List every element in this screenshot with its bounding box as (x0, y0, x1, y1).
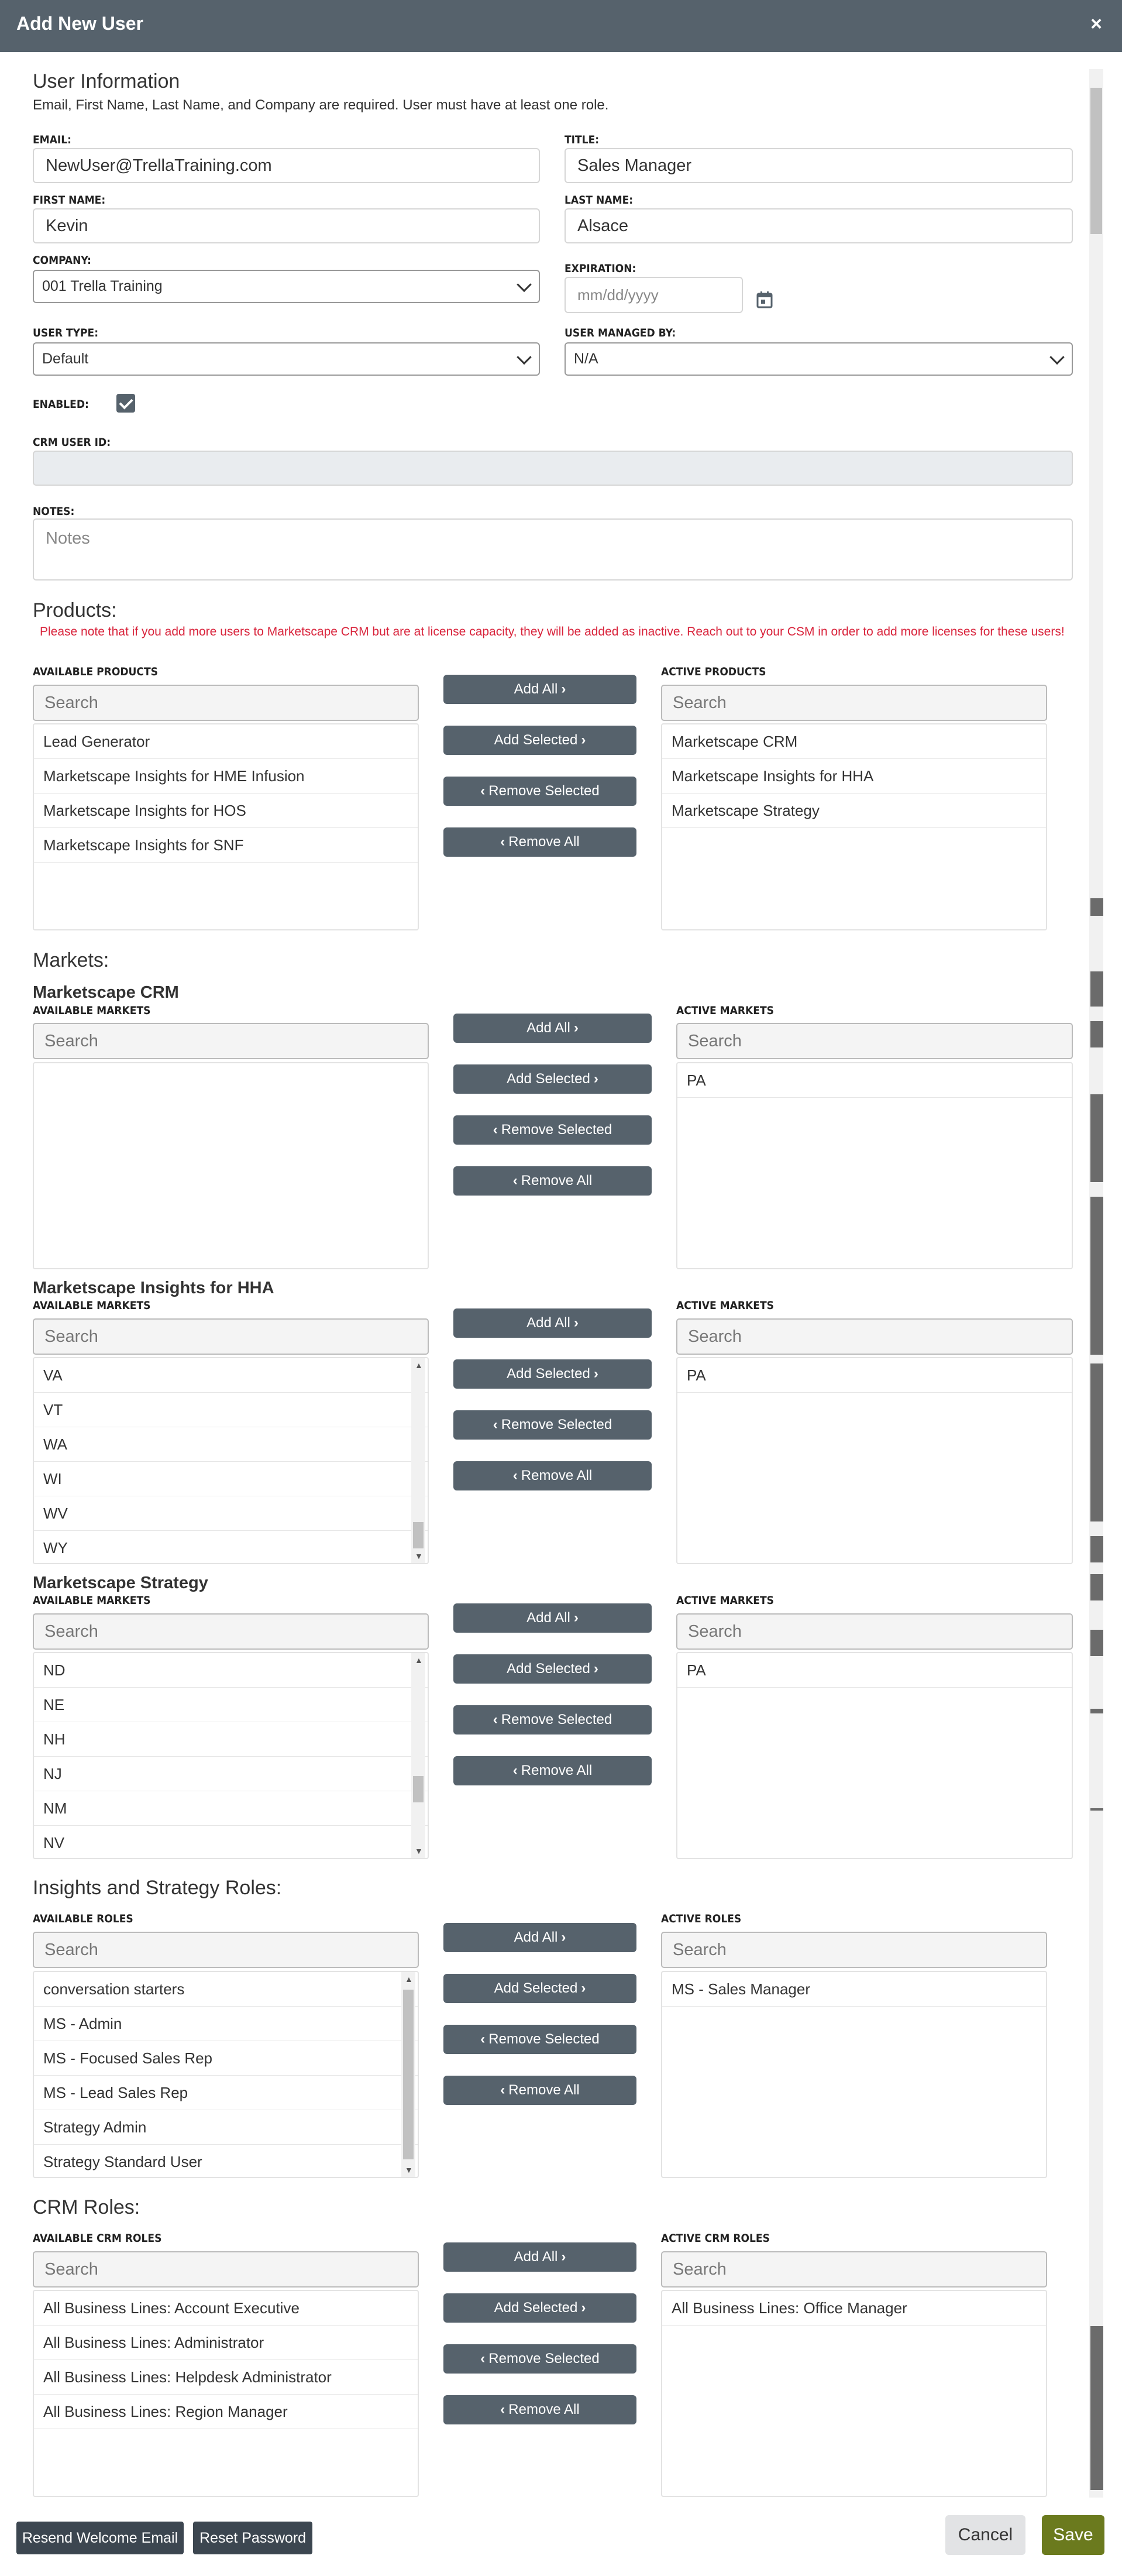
list-item[interactable]: WY (34, 1531, 428, 1564)
chevron-left-icon: ‹ (512, 1468, 518, 1483)
list-item[interactable]: VA (34, 1358, 428, 1393)
list-item[interactable]: MS - Sales Manager (662, 1972, 1046, 2007)
resend-welcome-email-button[interactable]: Resend Welcome Email (16, 2522, 184, 2554)
button-label: Remove Selected (488, 2031, 600, 2047)
page-scrollbar-thumb[interactable] (1090, 88, 1102, 234)
scroll-marker (1090, 898, 1103, 916)
chevron-right-icon: › (593, 1366, 598, 1382)
scroll-marker (1090, 1363, 1103, 1521)
list-item[interactable]: PA (677, 1358, 1072, 1393)
market-group-title: Marketscape Insights for HHA (33, 1279, 274, 1297)
add-all-button[interactable] (453, 1014, 652, 1043)
list-item[interactable]: Marketscape Insights for HME Infusion (34, 759, 418, 794)
list-item[interactable]: WA (34, 1427, 428, 1462)
chevron-right-icon: › (561, 2249, 566, 2265)
active-list[interactable] (676, 1652, 1073, 1859)
available-search-input[interactable]: Search (33, 1318, 429, 1355)
company-label: COMPANY: (33, 254, 91, 267)
remove-selected-button[interactable] (453, 1705, 652, 1734)
button-label: Add Selected (494, 1980, 578, 1996)
list-item[interactable]: All Business Lines: Helpdesk Administrator (34, 2360, 418, 2395)
list-scrollbar[interactable] (411, 1358, 425, 1563)
list-item[interactable]: VT (34, 1393, 428, 1427)
markets-heading: Markets: (33, 949, 109, 971)
list-item[interactable]: All Business Lines: Administrator (34, 2326, 418, 2360)
active-list-label: ACTIVE MARKETS (676, 1594, 774, 1607)
managed-by-select[interactable] (565, 342, 1073, 376)
button-label: Add Selected (507, 1071, 590, 1087)
active-list[interactable] (676, 1062, 1073, 1269)
chevron-right-icon: › (561, 1929, 566, 1945)
button-label: Remove All (508, 834, 580, 850)
user-type-value: Default (42, 351, 89, 367)
chevron-right-icon: › (573, 1020, 579, 1036)
list-item[interactable]: Marketscape Insights for HOS (34, 794, 418, 828)
user-type-select[interactable] (33, 342, 540, 376)
button-label: Remove All (508, 2402, 580, 2417)
crm-user-id-field (33, 451, 1073, 486)
remove-selected-button[interactable] (453, 1115, 652, 1145)
list-scrollbar[interactable] (411, 1653, 425, 1858)
save-button[interactable]: Save (1042, 2515, 1104, 2555)
button-label: Remove Selected (488, 783, 600, 799)
button-label: Remove All (508, 2082, 580, 2098)
license-warning: Please note that if you add more users to Marketscape CRM but are at license capacity, they will be added as inactive. Reach out to your CSM in order to add more licenses for these users! (40, 625, 1065, 638)
scroll-marker (1090, 1021, 1103, 1047)
list-item[interactable]: Strategy Admin (34, 2110, 418, 2145)
crm-user-id-label: CRM USER ID: (33, 436, 111, 449)
managed-by-label: USER MANAGED BY: (565, 327, 676, 339)
list-scrollbar-thumb[interactable] (413, 1522, 424, 1548)
chevron-left-icon: ‹ (480, 2031, 486, 2047)
remove-selected-button[interactable] (443, 2344, 636, 2374)
active-list[interactable] (661, 1971, 1047, 2178)
scroll-marker (1090, 1536, 1103, 1562)
add-all-button[interactable] (453, 1603, 652, 1633)
remove-all-button[interactable] (443, 2395, 636, 2424)
button-label: Add Selected (494, 732, 578, 748)
scroll-up-icon[interactable]: ▲ (405, 1974, 413, 1984)
button-label: Add All (514, 681, 558, 697)
add-all-button[interactable] (453, 1308, 652, 1338)
scroll-marker (1090, 1630, 1103, 1656)
chevron-right-icon: › (561, 681, 566, 697)
active-search-input[interactable]: Search (661, 685, 1047, 721)
available-list-label: AVAILABLE MARKETS (33, 1299, 151, 1312)
list-item[interactable]: Strategy Standard User (34, 2145, 418, 2178)
chevron-right-icon: › (581, 732, 586, 748)
reset-password-button[interactable]: Reset Password (193, 2522, 312, 2554)
active-list-label: ACTIVE MARKETS (676, 1299, 774, 1312)
add-all-button[interactable] (443, 2242, 636, 2272)
active-list[interactable] (661, 2290, 1047, 2497)
last-name-field[interactable]: Alsace (565, 208, 1073, 243)
available-list[interactable] (33, 1971, 419, 2178)
list-item[interactable]: All Business Lines: Office Manager (662, 2291, 1046, 2326)
list-scrollbar[interactable] (401, 1972, 415, 2177)
active-list-label: ACTIVE ROLES (661, 1912, 742, 1925)
add-selected-button[interactable] (453, 1654, 652, 1684)
add-selected-button[interactable] (443, 2293, 636, 2323)
button-label: Remove Selected (501, 1122, 612, 1138)
scroll-up-icon[interactable]: ▲ (415, 1655, 423, 1665)
active-search-input[interactable]: Search (676, 1318, 1073, 1355)
add-selected-button[interactable] (453, 1359, 652, 1389)
remove-all-button[interactable] (453, 1461, 652, 1490)
button-label: Remove All (521, 1468, 593, 1483)
products-heading: Products: (33, 599, 117, 621)
user-type-label: USER TYPE: (33, 327, 99, 339)
remove-selected-button[interactable] (443, 777, 636, 806)
chevron-right-icon: › (593, 1661, 598, 1677)
managed-by-value: N/A (574, 351, 598, 367)
chevron-left-icon: ‹ (512, 1763, 518, 1778)
chevron-right-icon: › (581, 2300, 586, 2316)
email-field[interactable]: NewUser@TrellaTraining.com (33, 148, 540, 183)
button-label: Remove Selected (488, 2351, 600, 2367)
list-scrollbar-thumb[interactable] (403, 1990, 414, 2159)
chevron-left-icon: ‹ (493, 1122, 498, 1138)
title-label: TITLE: (565, 133, 600, 146)
button-label: Add Selected (507, 1661, 590, 1677)
button-label: Remove All (521, 1173, 593, 1189)
list-item[interactable]: MS - Focused Sales Rep (34, 2041, 418, 2076)
list-item[interactable]: Marketscape Strategy (662, 794, 1046, 828)
chevron-left-icon: ‹ (500, 834, 505, 850)
remove-selected-button[interactable] (453, 1410, 652, 1440)
list-item[interactable]: MS - Lead Sales Rep (34, 2076, 418, 2110)
button-label: Add All (514, 2249, 558, 2265)
available-list-label: AVAILABLE MARKETS (33, 1004, 151, 1017)
scroll-marker (1090, 1574, 1103, 1600)
list-item[interactable]: NE (34, 1688, 428, 1722)
scroll-marker (1090, 1094, 1103, 1182)
company-select[interactable] (33, 270, 540, 303)
scroll-marker (1090, 1197, 1103, 1355)
remove-all-button[interactable] (443, 827, 636, 857)
email-label: EMAIL: (33, 133, 72, 146)
chevron-right-icon: › (581, 1980, 586, 1996)
first-name-field[interactable]: Kevin (33, 208, 540, 243)
list-item[interactable]: WI (34, 1462, 428, 1496)
calendar-icon[interactable] (756, 291, 773, 308)
scroll-down-icon[interactable]: ▼ (415, 1551, 423, 1561)
button-label: Add All (526, 1020, 570, 1036)
roles-heading: Insights and Strategy Roles: (33, 1877, 282, 1899)
expiration-label: EXPIRATION: (565, 262, 636, 275)
available-list-label: AVAILABLE CRM ROLES (33, 2232, 162, 2245)
scroll-up-icon[interactable]: ▲ (415, 1361, 423, 1370)
list-item[interactable]: Lead Generator (34, 724, 418, 759)
cancel-button[interactable]: Cancel (945, 2515, 1025, 2555)
chevron-down-icon (517, 277, 531, 291)
chevron-right-icon: › (573, 1610, 579, 1626)
available-list[interactable] (33, 1357, 429, 1564)
chevron-left-icon: ‹ (493, 1712, 498, 1727)
add-selected-button[interactable] (453, 1064, 652, 1094)
available-list-label: AVAILABLE PRODUCTS (33, 665, 158, 678)
add-selected-button[interactable] (443, 726, 636, 755)
available-search-input[interactable]: Search (33, 685, 419, 721)
available-list-label: AVAILABLE MARKETS (33, 1594, 151, 1607)
button-label: Add All (526, 1315, 570, 1331)
chevron-left-icon: ‹ (500, 2402, 505, 2417)
crm-roles-heading: CRM Roles: (33, 2196, 140, 2218)
user-info-heading: User Information (33, 70, 180, 92)
enabled-checkbox[interactable] (116, 394, 135, 413)
list-item[interactable]: NV (34, 1826, 428, 1859)
list-item[interactable]: NM (34, 1791, 428, 1826)
list-item[interactable]: NH (34, 1722, 428, 1757)
active-list[interactable] (676, 1357, 1073, 1564)
available-list-label: AVAILABLE ROLES (33, 1912, 133, 1925)
notes-placeholder: Notes (46, 529, 90, 548)
list-item[interactable]: MS - Admin (34, 2007, 418, 2041)
expiration-field[interactable] (565, 277, 743, 313)
chevron-left-icon: ‹ (512, 1173, 518, 1189)
active-search-input[interactable]: Search (661, 1932, 1047, 1968)
chevron-right-icon: › (593, 1071, 598, 1087)
list-item[interactable]: All Business Lines: Account Executive (34, 2291, 418, 2326)
active-search-input[interactable]: Search (676, 1023, 1073, 1059)
button-label: Add All (526, 1610, 570, 1626)
active-list-label: ACTIVE MARKETS (676, 1004, 774, 1017)
list-item[interactable]: conversation starters (34, 1972, 418, 2007)
active-list[interactable] (661, 723, 1047, 930)
chevron-down-icon (1049, 349, 1064, 364)
remove-all-button[interactable] (453, 1756, 652, 1785)
add-all-button[interactable] (443, 675, 636, 704)
first-name-label: FIRST NAME: (33, 194, 106, 207)
expiration-placeholder: mm/dd/yyyy (577, 286, 659, 304)
available-list[interactable] (33, 1652, 429, 1859)
last-name-label: LAST NAME: (565, 194, 634, 207)
active-search-input[interactable]: Search (661, 2251, 1047, 2288)
button-label: Remove Selected (501, 1417, 612, 1433)
available-list[interactable] (33, 2290, 419, 2497)
chevron-right-icon: › (573, 1315, 579, 1331)
available-search-input[interactable]: Search (33, 1023, 429, 1059)
available-list[interactable] (33, 723, 419, 930)
add-all-button[interactable] (443, 1923, 636, 1952)
scroll-marker (1090, 971, 1103, 1007)
button-label: Remove Selected (501, 1712, 612, 1727)
available-search-input[interactable]: Search (33, 1932, 419, 1968)
available-list[interactable] (33, 1062, 429, 1269)
list-scrollbar-thumb[interactable] (413, 1776, 424, 1802)
active-list-label: ACTIVE PRODUCTS (661, 665, 766, 678)
market-group-title: Marketscape Strategy (33, 1574, 208, 1592)
company-value: 001 Trella Training (42, 278, 163, 294)
remove-selected-button[interactable] (443, 2025, 636, 2054)
remove-all-button[interactable] (443, 2076, 636, 2105)
list-item[interactable]: PA (677, 1063, 1072, 1098)
scroll-down-icon[interactable]: ▼ (405, 2165, 413, 2175)
modal-header (0, 0, 1122, 52)
list-item[interactable]: PA (677, 1653, 1072, 1688)
scroll-marker (1090, 1709, 1103, 1713)
scroll-marker (1090, 1808, 1103, 1811)
modal-title: Add New User (16, 13, 143, 34)
chevron-left-icon: ‹ (480, 783, 486, 799)
available-search-input[interactable]: Search (33, 2251, 419, 2288)
button-label: Add Selected (507, 1366, 590, 1382)
list-item[interactable]: Marketscape Insights for HHA (662, 759, 1046, 794)
remove-all-button[interactable] (453, 1166, 652, 1196)
close-icon[interactable]: × (1090, 13, 1102, 35)
list-item[interactable]: Marketscape CRM (662, 724, 1046, 759)
active-search-input[interactable]: Search (676, 1613, 1073, 1650)
enabled-label: ENABLED: (33, 398, 89, 411)
list-item[interactable]: ND (34, 1653, 428, 1688)
list-item[interactable]: Marketscape Insights for SNF (34, 828, 418, 863)
scroll-down-icon[interactable]: ▼ (415, 1846, 423, 1856)
active-list-label: ACTIVE CRM ROLES (661, 2232, 770, 2245)
user-info-note: Email, First Name, Last Name, and Company are required. User must have at least one role. (33, 97, 609, 113)
chevron-left-icon: ‹ (493, 1417, 498, 1433)
notes-label: NOTES: (33, 505, 75, 518)
list-item[interactable]: All Business Lines: Region Manager (34, 2395, 418, 2429)
button-label: Remove All (521, 1763, 593, 1778)
list-item[interactable]: NJ (34, 1757, 428, 1791)
chevron-left-icon: ‹ (500, 2082, 505, 2098)
market-group-title: Marketscape CRM (33, 983, 179, 1002)
list-item[interactable]: WV (34, 1496, 428, 1531)
title-field[interactable]: Sales Manager (565, 148, 1073, 183)
chevron-left-icon: ‹ (480, 2351, 486, 2367)
notes-textarea[interactable] (33, 518, 1073, 581)
chevron-down-icon (517, 349, 531, 364)
available-search-input[interactable]: Search (33, 1613, 429, 1650)
button-label: Add All (514, 1929, 558, 1945)
add-selected-button[interactable] (443, 1974, 636, 2003)
scroll-marker (1090, 2326, 1103, 2490)
button-label: Add Selected (494, 2300, 578, 2316)
